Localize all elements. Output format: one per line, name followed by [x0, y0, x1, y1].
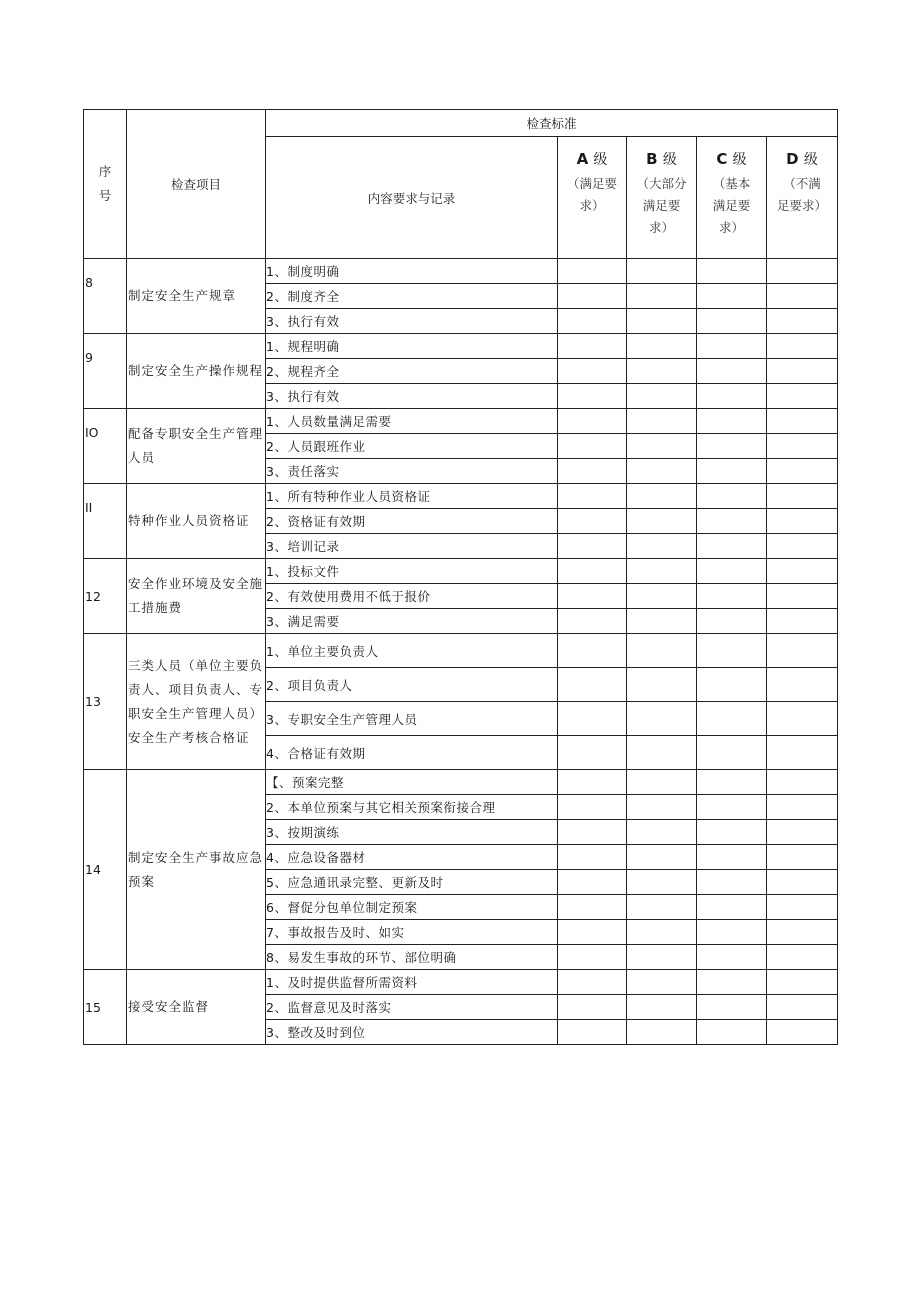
grade-c-cell[interactable]: [697, 359, 767, 384]
grade-d-cell[interactable]: [767, 668, 838, 702]
grade-b-cell[interactable]: [627, 484, 697, 509]
grade-b-cell[interactable]: [627, 334, 697, 359]
row-content: 1、投标文件: [266, 559, 558, 584]
row-content: 3、责任落实: [266, 459, 558, 484]
row-content: 1、及时提供监督所需资料: [266, 970, 558, 995]
row-content: 6、督促分包单位制定预案: [266, 895, 558, 920]
level-c-code: C 级: [716, 150, 747, 168]
grade-b-cell[interactable]: [627, 259, 697, 284]
grade-d-cell[interactable]: [767, 845, 838, 870]
grade-c-cell[interactable]: [697, 384, 767, 409]
grade-a-cell[interactable]: [558, 434, 627, 459]
level-a-code: A 级: [576, 150, 608, 168]
level-a-header: [558, 137, 627, 259]
row-item: 配备专职安全生产管理人员: [127, 409, 266, 484]
grade-d-cell[interactable]: [767, 359, 838, 384]
level-b-code: B 级: [646, 150, 677, 168]
grade-b-cell[interactable]: [627, 770, 697, 795]
grade-d-cell[interactable]: [767, 945, 838, 970]
grade-d-cell[interactable]: [767, 459, 838, 484]
grade-a-cell[interactable]: [558, 359, 627, 384]
row-content: 2、本单位预案与其它相关预案衔接合理: [266, 795, 558, 820]
grade-d-cell[interactable]: [767, 409, 838, 434]
row-content: 2、规程齐全: [266, 359, 558, 384]
grade-d-cell[interactable]: [767, 920, 838, 945]
grade-b-cell[interactable]: [627, 359, 697, 384]
row-content: 3、执行有效: [266, 309, 558, 334]
grade-d-cell[interactable]: [767, 509, 838, 534]
grade-b-cell[interactable]: [627, 459, 697, 484]
grade-a-cell[interactable]: [558, 920, 627, 945]
table-row: [84, 970, 838, 995]
grade-a-cell[interactable]: [558, 459, 627, 484]
level-b-header: [627, 137, 697, 259]
grade-b-cell[interactable]: [627, 870, 697, 895]
grade-c-cell[interactable]: [697, 845, 767, 870]
grade-b-cell[interactable]: [627, 945, 697, 970]
grade-b-cell[interactable]: [627, 509, 697, 534]
grade-c-cell[interactable]: [697, 945, 767, 970]
row-content: 2、监督意见及时落实: [266, 995, 558, 1020]
grade-d-cell[interactable]: [767, 770, 838, 795]
grade-d-cell[interactable]: [767, 870, 838, 895]
grade-d-cell[interactable]: [767, 309, 838, 334]
row-content: 8、易发生事故的环节、部位明确: [266, 945, 558, 970]
grade-c-cell[interactable]: [697, 970, 767, 995]
grade-b-cell[interactable]: [627, 434, 697, 459]
grade-a-cell[interactable]: [558, 409, 627, 434]
row-content: 4、应急设备器材: [266, 845, 558, 870]
grade-b-cell[interactable]: [627, 736, 697, 770]
row-content: 2、有效使用费用不低于报价: [266, 584, 558, 609]
level-c-header: [697, 137, 767, 259]
row-seq: 9: [84, 334, 127, 409]
row-content: 3、培训记录: [266, 534, 558, 559]
level-b-desc-1: （大部分: [636, 176, 687, 191]
grade-d-cell[interactable]: [767, 534, 838, 559]
item-header: [127, 110, 266, 259]
row-seq: 12: [84, 559, 127, 634]
grade-a-cell[interactable]: [558, 995, 627, 1020]
row-content: 1、人员数量满足需要: [266, 409, 558, 434]
level-a-desc-2: 求）: [579, 198, 605, 213]
row-content: 7、事故报告及时、如实: [266, 920, 558, 945]
grade-b-cell[interactable]: [627, 820, 697, 845]
inspection-table: [83, 109, 838, 1045]
grade-c-cell[interactable]: [697, 736, 767, 770]
grade-a-cell[interactable]: [558, 668, 627, 702]
grade-c-cell[interactable]: [697, 309, 767, 334]
grade-c-cell[interactable]: [697, 584, 767, 609]
grade-b-cell[interactable]: [627, 559, 697, 584]
row-content: 2、人员跟班作业: [266, 434, 558, 459]
grade-c-cell[interactable]: [697, 995, 767, 1020]
item-header-label: 检查项目: [170, 177, 221, 192]
table-row: [84, 259, 838, 284]
grade-b-cell[interactable]: [627, 995, 697, 1020]
grade-a-cell[interactable]: [558, 484, 627, 509]
row-content: 5、应急通讯录完整、更新及时: [266, 870, 558, 895]
grade-d-cell[interactable]: [767, 702, 838, 736]
grade-a-cell[interactable]: [558, 509, 627, 534]
row-seq: IO: [84, 409, 127, 484]
grade-b-cell[interactable]: [627, 384, 697, 409]
table-row: [84, 634, 838, 668]
row-seq: 15: [84, 970, 127, 1045]
grade-c-cell[interactable]: [697, 920, 767, 945]
table-row: [84, 770, 838, 795]
grade-a-cell[interactable]: [558, 1020, 627, 1045]
grade-c-cell[interactable]: [697, 702, 767, 736]
standard-header-label: 检查标准: [526, 116, 577, 131]
table-row: [84, 559, 838, 584]
level-c-desc-3: 求）: [718, 220, 744, 235]
row-content: 3、按期演练: [266, 820, 558, 845]
grade-b-cell[interactable]: [627, 795, 697, 820]
row-content: 4、合格证有效期: [266, 736, 558, 770]
row-content: 2、项目负责人: [266, 668, 558, 702]
grade-c-cell[interactable]: [697, 895, 767, 920]
grade-a-cell[interactable]: [558, 334, 627, 359]
grade-b-cell[interactable]: [627, 634, 697, 668]
grade-c-cell[interactable]: [697, 770, 767, 795]
grade-a-cell[interactable]: [558, 845, 627, 870]
row-content: 【、预案完整: [266, 770, 558, 795]
grade-a-cell[interactable]: [558, 736, 627, 770]
grade-c-cell[interactable]: [697, 284, 767, 309]
grade-b-cell[interactable]: [627, 845, 697, 870]
row-content: 2、资格证有效期: [266, 509, 558, 534]
grade-a-cell[interactable]: [558, 634, 627, 668]
grade-b-cell[interactable]: [627, 668, 697, 702]
grade-d-cell[interactable]: [767, 634, 838, 668]
grade-d-cell[interactable]: [767, 995, 838, 1020]
row-seq: II: [84, 484, 127, 559]
row-content: 1、所有特种作业人员资格证: [266, 484, 558, 509]
grade-c-cell[interactable]: [697, 259, 767, 284]
row-content: 2、制度齐全: [266, 284, 558, 309]
seq-header-label: 序号: [98, 164, 112, 203]
level-b-desc-2: 满足要: [642, 198, 681, 213]
grade-a-cell[interactable]: [558, 795, 627, 820]
grade-b-cell[interactable]: [627, 920, 697, 945]
grade-d-cell[interactable]: [767, 795, 838, 820]
grade-b-cell[interactable]: [627, 584, 697, 609]
row-item: 安全作业环境及安全施工措施费: [127, 559, 266, 634]
grade-a-cell[interactable]: [558, 702, 627, 736]
grade-c-cell[interactable]: [697, 668, 767, 702]
grade-d-cell[interactable]: [767, 259, 838, 284]
row-content: 3、满足需要: [266, 609, 558, 634]
table-row: [84, 334, 838, 359]
grade-a-cell[interactable]: [558, 309, 627, 334]
row-item: 特种作业人员资格证: [127, 484, 266, 559]
standard-header: [266, 110, 838, 137]
grade-a-cell[interactable]: [558, 534, 627, 559]
table-row: [84, 484, 838, 509]
grade-a-cell[interactable]: [558, 970, 627, 995]
grade-b-cell[interactable]: [627, 1020, 697, 1045]
row-seq: 8: [84, 259, 127, 334]
grade-c-cell[interactable]: [697, 795, 767, 820]
level-d-desc-1: （不满: [783, 176, 821, 191]
grade-d-cell[interactable]: [767, 584, 838, 609]
grade-a-cell[interactable]: [558, 559, 627, 584]
row-item: 制定安全生产事故应急预案: [127, 770, 266, 970]
grade-d-cell[interactable]: [767, 736, 838, 770]
grade-b-cell[interactable]: [627, 409, 697, 434]
grade-d-cell[interactable]: [767, 284, 838, 309]
grade-d-cell[interactable]: [767, 895, 838, 920]
grade-d-cell[interactable]: [767, 970, 838, 995]
row-seq: 13: [84, 634, 127, 770]
grade-c-cell[interactable]: [697, 559, 767, 584]
row-content: 1、单位主要负责人: [266, 634, 558, 668]
row-item: 接受安全监督: [127, 970, 266, 1045]
row-content: 1、制度明确: [266, 259, 558, 284]
grade-d-cell[interactable]: [767, 334, 838, 359]
grade-d-cell[interactable]: [767, 609, 838, 634]
level-d-code: D 级: [786, 150, 818, 168]
grade-a-cell[interactable]: [558, 584, 627, 609]
level-c-desc-1: （基本: [712, 176, 751, 191]
grade-b-cell[interactable]: [627, 284, 697, 309]
row-item: 制定安全生产操作规程: [127, 334, 266, 409]
grade-b-cell[interactable]: [627, 970, 697, 995]
row-content: 3、整改及时到位: [266, 1020, 558, 1045]
grade-c-cell[interactable]: [697, 334, 767, 359]
grade-b-cell[interactable]: [627, 534, 697, 559]
grade-a-cell[interactable]: [558, 870, 627, 895]
content-header: [266, 137, 558, 259]
row-seq: 14: [84, 770, 127, 970]
grade-b-cell[interactable]: [627, 609, 697, 634]
grade-b-cell[interactable]: [627, 309, 697, 334]
grade-c-cell[interactable]: [697, 870, 767, 895]
grade-a-cell[interactable]: [558, 259, 627, 284]
grade-b-cell[interactable]: [627, 895, 697, 920]
grade-a-cell[interactable]: [558, 609, 627, 634]
grade-d-cell[interactable]: [767, 384, 838, 409]
seq-header: [84, 110, 127, 259]
grade-b-cell[interactable]: [627, 702, 697, 736]
grade-c-cell[interactable]: [697, 409, 767, 434]
level-a-desc-1: （满足要: [566, 176, 617, 191]
row-content: 3、专职安全生产管理人员: [266, 702, 558, 736]
grade-d-cell[interactable]: [767, 484, 838, 509]
grade-a-cell[interactable]: [558, 820, 627, 845]
grade-a-cell[interactable]: [558, 895, 627, 920]
grade-c-cell[interactable]: [697, 484, 767, 509]
grade-c-cell[interactable]: [697, 820, 767, 845]
level-c-desc-2: 满足要: [712, 198, 751, 213]
grade-a-cell[interactable]: [558, 284, 627, 309]
grade-a-cell[interactable]: [558, 384, 627, 409]
grade-d-cell[interactable]: [767, 1020, 838, 1045]
content-header-label: 内容要求与记录: [367, 190, 456, 206]
level-d-header: [767, 137, 838, 259]
grade-c-cell[interactable]: [697, 459, 767, 484]
level-d-desc-2: 足要求）: [776, 198, 827, 213]
grade-c-cell[interactable]: [697, 509, 767, 534]
row-content: 1、规程明确: [266, 334, 558, 359]
grade-d-cell[interactable]: [767, 434, 838, 459]
grade-d-cell[interactable]: [767, 820, 838, 845]
row-item: 三类人员（单位主要负责人、项目负责人、专职安全生产管理人员）安全生产考核合格证: [127, 634, 266, 770]
row-item: 制定安全生产规章: [127, 259, 266, 334]
grade-c-cell[interactable]: [697, 534, 767, 559]
grade-c-cell[interactable]: [697, 609, 767, 634]
grade-a-cell[interactable]: [558, 945, 627, 970]
grade-c-cell[interactable]: [697, 434, 767, 459]
level-b-desc-3: 求）: [648, 220, 674, 235]
grade-d-cell[interactable]: [767, 559, 838, 584]
row-content: 3、执行有效: [266, 384, 558, 409]
grade-a-cell[interactable]: [558, 770, 627, 795]
table-row: [84, 409, 838, 434]
grade-c-cell[interactable]: [697, 1020, 767, 1045]
grade-c-cell[interactable]: [697, 634, 767, 668]
